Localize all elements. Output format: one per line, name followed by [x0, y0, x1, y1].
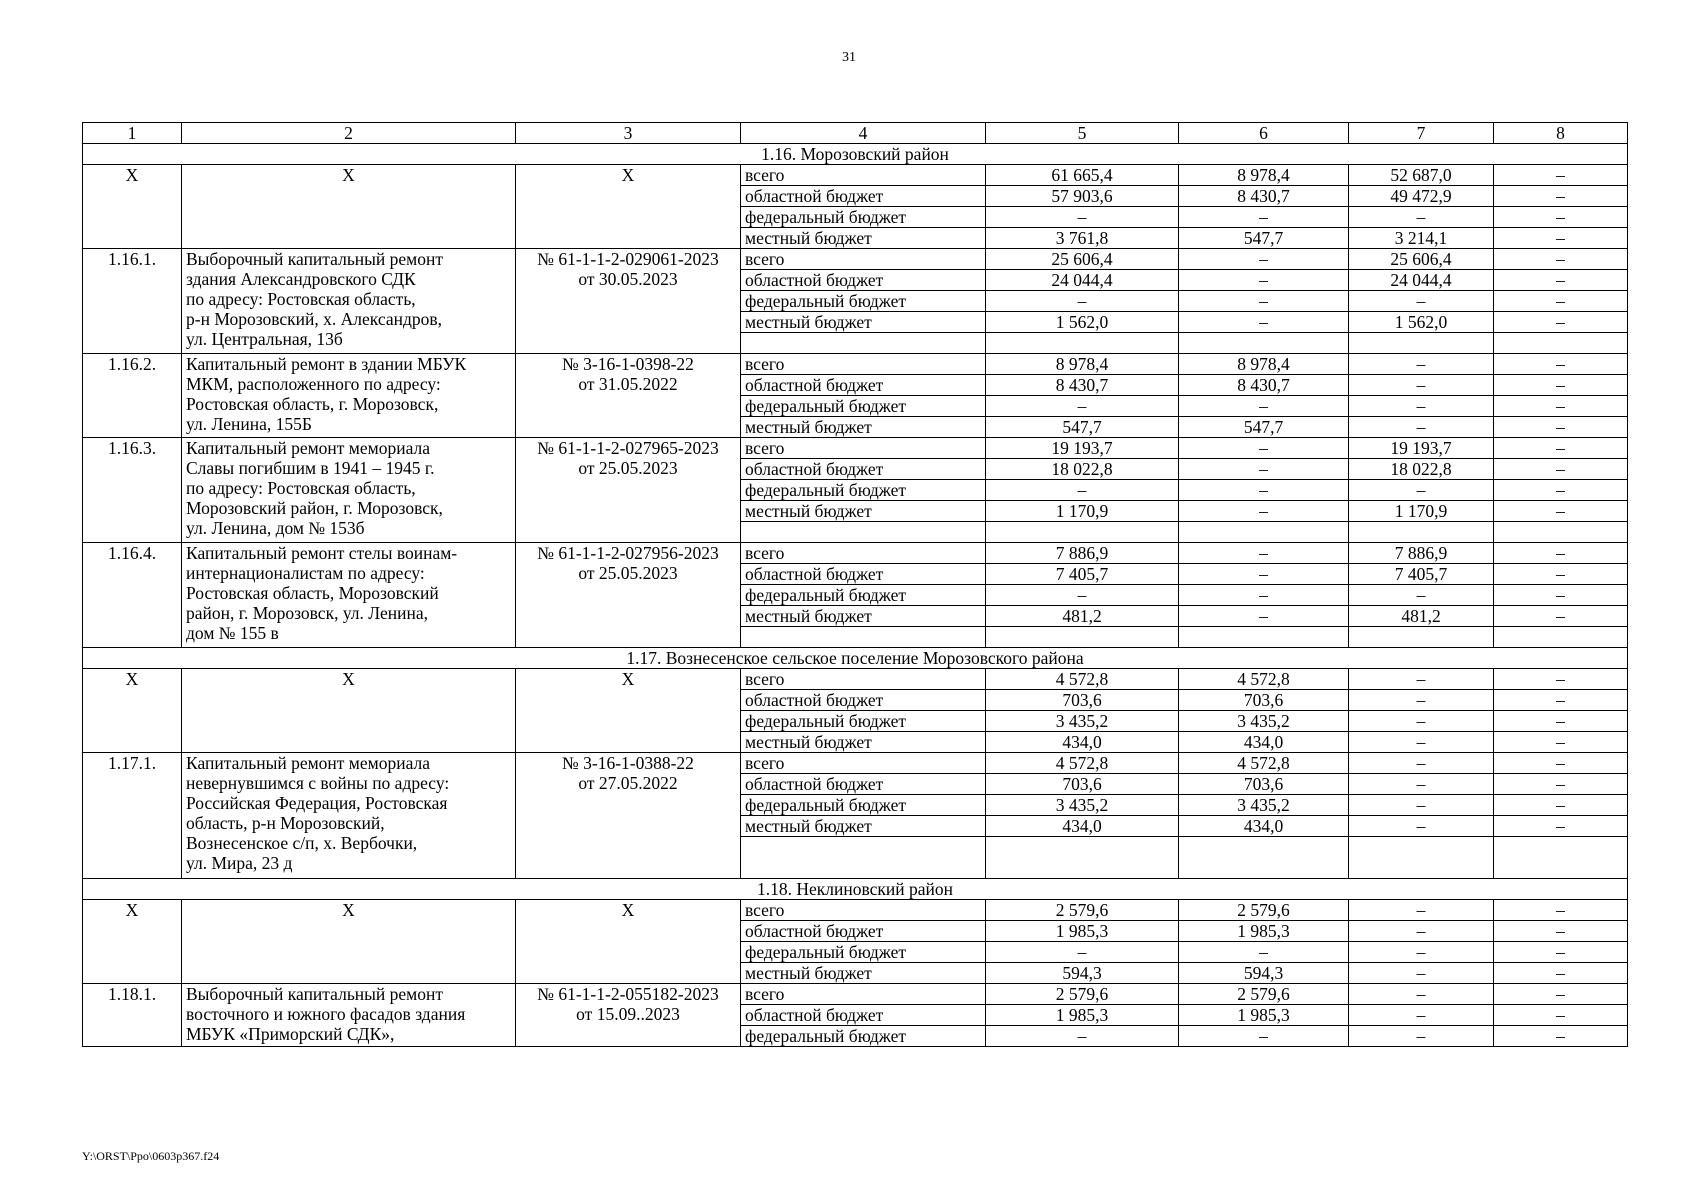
value-cell: 1 985,3 [1179, 1005, 1349, 1026]
line: от 27.05.2022 [578, 773, 678, 793]
budget-label: областной бюджет [741, 921, 986, 942]
item-row [83, 354, 1628, 375]
budget-label: федеральный бюджет [741, 1026, 986, 1047]
item-description [182, 354, 516, 438]
item-number: 1.16.2. [83, 354, 182, 438]
value-cell: – [1349, 396, 1494, 417]
value-cell: – [986, 942, 1179, 963]
value-cell: – [1494, 480, 1628, 501]
value-cell: 8 978,4 [1179, 354, 1349, 375]
value-cell: – [986, 480, 1179, 501]
budget-label: всего [741, 669, 986, 690]
value-cell: – [1494, 207, 1628, 228]
item-document [516, 984, 741, 1047]
empty-cell [986, 333, 1179, 354]
empty-cell [1494, 522, 1628, 543]
file-path: Y:\ORST\Ppo\0603p367.f24 [82, 1149, 220, 1163]
value-cell: 8 978,4 [1179, 165, 1349, 186]
value-cell: – [1179, 585, 1349, 606]
empty-cell [1349, 522, 1494, 543]
value-cell: – [1349, 417, 1494, 438]
value-cell: 52 687,0 [1349, 165, 1494, 186]
value-cell: 4 572,8 [1179, 753, 1349, 774]
item-document [516, 249, 741, 354]
line: Капитальный ремонт в здании МБУК [186, 354, 467, 374]
budget-label: областной бюджет [741, 375, 986, 396]
value-cell: 481,2 [986, 606, 1179, 627]
value-cell: – [1349, 375, 1494, 396]
budget-label: федеральный бюджет [741, 942, 986, 963]
item-number: 1.17.1. [83, 753, 182, 879]
empty-cell [1349, 333, 1494, 354]
budget-label: областной бюджет [741, 1005, 986, 1026]
budget-label: местный бюджет [741, 501, 986, 522]
value-cell: 547,7 [1179, 228, 1349, 249]
value-cell: – [1179, 564, 1349, 585]
header-cell: 2 [182, 123, 516, 144]
section-title-row [83, 648, 1628, 669]
value-cell: 7 886,9 [1349, 543, 1494, 564]
value-cell: – [986, 207, 1179, 228]
value-cell: – [1349, 795, 1494, 816]
value-cell: – [1349, 354, 1494, 375]
summary-x: Х [83, 165, 182, 249]
value-cell: – [1179, 1026, 1349, 1047]
line: № 61-1-1-2-029061-2023 [537, 249, 719, 269]
table-body [83, 123, 1628, 1047]
value-cell: 594,3 [1179, 963, 1349, 984]
budget-label: областной бюджет [741, 186, 986, 207]
value-cell: – [1349, 732, 1494, 753]
value-cell: 7 886,9 [986, 543, 1179, 564]
budget-label: местный бюджет [741, 228, 986, 249]
value-cell: – [986, 396, 1179, 417]
value-cell: 1 562,0 [1349, 312, 1494, 333]
budget-label: федеральный бюджет [741, 207, 986, 228]
value-cell: – [1179, 249, 1349, 270]
line: ул. Ленина, 155Б [186, 414, 312, 434]
item-description [182, 753, 516, 879]
value-cell: 4 572,8 [986, 753, 1179, 774]
value-cell: – [1494, 228, 1628, 249]
empty-cell [741, 333, 986, 354]
budget-label: федеральный бюджет [741, 480, 986, 501]
line: от 15.09..2023 [576, 1004, 680, 1024]
budget-label: местный бюджет [741, 816, 986, 837]
line: Капитальный ремонт мемориала [186, 753, 431, 773]
value-cell: 2 579,6 [1179, 900, 1349, 921]
value-cell: – [1494, 375, 1628, 396]
line: от 30.05.2023 [578, 269, 678, 289]
line: р-н Морозовский, х. Александров, [186, 309, 443, 329]
budget-label: всего [741, 438, 986, 459]
item-row [83, 984, 1628, 1005]
value-cell: – [1349, 942, 1494, 963]
budget-label: всего [741, 900, 986, 921]
header-row [83, 123, 1628, 144]
line: Капитальный ремонт мемориала [186, 438, 431, 458]
line: Х [621, 165, 635, 185]
section-title: 1.17. Вознесенское сельское поселение Морозовского района [83, 648, 1628, 669]
value-cell: 4 572,8 [986, 669, 1179, 690]
line: невернувшимся с войны по адресу: [186, 773, 450, 793]
summary-row [83, 165, 1628, 186]
empty-cell [1179, 627, 1349, 648]
value-cell: – [1179, 480, 1349, 501]
item-description [182, 984, 516, 1047]
value-cell: – [1494, 396, 1628, 417]
line: МБУК «Приморский СДК», [186, 1024, 395, 1044]
empty-cell [741, 522, 986, 543]
value-cell: 703,6 [986, 690, 1179, 711]
line: от 25.05.2023 [578, 458, 678, 478]
value-cell: – [1179, 396, 1349, 417]
line: Выборочный капитальный ремонт [186, 984, 444, 1004]
value-cell: 3 435,2 [986, 795, 1179, 816]
budget-label: всего [741, 249, 986, 270]
budget-label: местный бюджет [741, 312, 986, 333]
value-cell: – [1494, 753, 1628, 774]
value-cell: 57 903,6 [986, 186, 1179, 207]
budget-label: областной бюджет [741, 690, 986, 711]
budget-label: всего [741, 753, 986, 774]
value-cell: 1 985,3 [1179, 921, 1349, 942]
value-cell: – [1494, 459, 1628, 480]
item-row [83, 543, 1628, 564]
value-cell: – [1494, 942, 1628, 963]
value-cell: – [1494, 501, 1628, 522]
value-cell: 25 606,4 [1349, 249, 1494, 270]
summary-row [83, 669, 1628, 690]
value-cell: – [986, 291, 1179, 312]
budget-label: федеральный бюджет [741, 711, 986, 732]
value-cell: 24 044,4 [1349, 270, 1494, 291]
header-cell: 6 [1179, 123, 1349, 144]
value-cell: 1 170,9 [986, 501, 1179, 522]
header-cell: 5 [986, 123, 1179, 144]
item-row [83, 753, 1628, 774]
value-cell: 594,3 [986, 963, 1179, 984]
value-cell: – [1494, 1005, 1628, 1026]
value-cell: – [1494, 585, 1628, 606]
value-cell: – [1349, 291, 1494, 312]
value-cell: 7 405,7 [1349, 564, 1494, 585]
line: от 25.05.2023 [578, 563, 678, 583]
budget-label: местный бюджет [741, 606, 986, 627]
budget-label: всего [741, 984, 986, 1005]
empty-cell [986, 627, 1179, 648]
line: район, г. Морозовск, ул. Ленина, [186, 603, 429, 623]
line: № 3-16-1-0388-22 [562, 753, 694, 773]
line: Капитальный ремонт стелы воинам- [186, 543, 458, 563]
budget-label: всего [741, 354, 986, 375]
value-cell: 2 579,6 [986, 984, 1179, 1005]
value-cell: 1 985,3 [986, 1005, 1179, 1026]
value-cell: 3 435,2 [1179, 795, 1349, 816]
value-cell: – [1179, 606, 1349, 627]
budget-label: областной бюджет [741, 459, 986, 480]
line: № 61-1-1-2-027965-2023 [537, 438, 719, 458]
line: восточного и южного фасадов здания [186, 1004, 466, 1024]
page-number: 31 [842, 50, 856, 65]
item-row [83, 438, 1628, 459]
value-cell: – [1179, 438, 1349, 459]
item-description [182, 543, 516, 648]
value-cell: – [1349, 1026, 1494, 1047]
value-cell: – [1494, 186, 1628, 207]
value-cell: 8 430,7 [1179, 375, 1349, 396]
line: Х [342, 900, 355, 920]
value-cell: – [1349, 207, 1494, 228]
budget-label: федеральный бюджет [741, 396, 986, 417]
value-cell: 703,6 [1179, 690, 1349, 711]
value-cell: 2 579,6 [986, 900, 1179, 921]
value-cell: 8 978,4 [986, 354, 1179, 375]
item-document [516, 543, 741, 648]
budget-label: областной бюджет [741, 270, 986, 291]
value-cell: – [1494, 291, 1628, 312]
value-cell: – [1494, 921, 1628, 942]
empty-cell [741, 627, 986, 648]
value-cell: – [1179, 270, 1349, 291]
value-cell: – [1494, 543, 1628, 564]
value-cell: – [1494, 816, 1628, 837]
line: № 61-1-1-2-055182-2023 [537, 984, 719, 1004]
value-cell: – [1494, 417, 1628, 438]
value-cell: – [1494, 165, 1628, 186]
value-cell: – [1494, 900, 1628, 921]
line: № 3-16-1-0398-22 [562, 354, 694, 374]
value-cell: 1 985,3 [986, 921, 1179, 942]
header-cell: 1 [83, 123, 182, 144]
summary-x [182, 900, 516, 984]
value-cell: 8 430,7 [1179, 186, 1349, 207]
value-cell: – [1179, 459, 1349, 480]
item-number: 1.16.1. [83, 249, 182, 354]
budget-label: местный бюджет [741, 417, 986, 438]
value-cell: – [1179, 501, 1349, 522]
value-cell: – [986, 585, 1179, 606]
value-cell: 19 193,7 [986, 438, 1179, 459]
value-cell: 434,0 [986, 816, 1179, 837]
summary-x [516, 900, 741, 984]
line: Российская Федерация, Ростовская [186, 793, 448, 813]
item-document [516, 753, 741, 879]
item-description [182, 249, 516, 354]
empty-cell [1349, 837, 1494, 879]
value-cell: – [1349, 774, 1494, 795]
value-cell: – [986, 1026, 1179, 1047]
value-cell: – [1494, 354, 1628, 375]
value-cell: 49 472,9 [1349, 186, 1494, 207]
item-description [182, 438, 516, 543]
value-cell: – [1349, 480, 1494, 501]
value-cell: – [1179, 312, 1349, 333]
budget-label: федеральный бюджет [741, 291, 986, 312]
item-number: 1.18.1. [83, 984, 182, 1047]
line: ул. Центральная, 13б [186, 329, 343, 349]
value-cell: 703,6 [986, 774, 1179, 795]
line: Х [342, 165, 355, 185]
value-cell: 3 761,8 [986, 228, 1179, 249]
value-cell: – [1179, 942, 1349, 963]
value-cell: 25 606,4 [986, 249, 1179, 270]
header-cell: 4 [741, 123, 986, 144]
value-cell: – [1494, 249, 1628, 270]
line: здания Александровского СДК [186, 269, 416, 289]
value-cell: 434,0 [1179, 816, 1349, 837]
value-cell: – [1349, 711, 1494, 732]
value-cell: – [1494, 1026, 1628, 1047]
line: от 31.05.2022 [578, 374, 678, 394]
value-cell: 703,6 [1179, 774, 1349, 795]
empty-cell [1494, 837, 1628, 879]
value-cell: – [1349, 585, 1494, 606]
line: Выборочный капитальный ремонт [186, 249, 444, 269]
value-cell: 434,0 [986, 732, 1179, 753]
empty-cell [1179, 522, 1349, 543]
header-cell: 7 [1349, 123, 1494, 144]
empty-cell [1494, 627, 1628, 648]
value-cell: – [1494, 438, 1628, 459]
item-number: 1.16.4. [83, 543, 182, 648]
value-cell: 8 430,7 [986, 375, 1179, 396]
line: Ростовская область, Морозовский [186, 583, 439, 603]
budget-label: федеральный бюджет [741, 795, 986, 816]
summary-x [516, 165, 741, 249]
section-title: 1.18. Неклиновский район [83, 879, 1628, 900]
line: МКМ, расположенного по адресу: [186, 374, 441, 394]
value-cell: – [1494, 795, 1628, 816]
value-cell: – [1494, 690, 1628, 711]
line: интернационалистам по адресу: [186, 563, 425, 583]
value-cell: 4 572,8 [1179, 669, 1349, 690]
empty-cell [1494, 333, 1628, 354]
budget-label: федеральный бюджет [741, 585, 986, 606]
value-cell: – [1349, 900, 1494, 921]
line: Х [621, 900, 635, 920]
value-cell: 481,2 [1349, 606, 1494, 627]
line: Ростовская область, г. Морозовск, [186, 394, 439, 414]
value-cell: 1 170,9 [1349, 501, 1494, 522]
value-cell: – [1494, 669, 1628, 690]
empty-cell [986, 522, 1179, 543]
budget-table [82, 122, 1628, 1047]
section-title-row [83, 144, 1628, 165]
value-cell: – [1349, 669, 1494, 690]
summary-x: Х [83, 900, 182, 984]
value-cell: – [1494, 564, 1628, 585]
line: Морозовский район, г. Морозовск, [186, 498, 443, 518]
budget-label: всего [741, 543, 986, 564]
value-cell: – [1179, 207, 1349, 228]
value-cell: – [1494, 732, 1628, 753]
value-cell: 1 562,0 [986, 312, 1179, 333]
value-cell: – [1179, 543, 1349, 564]
value-cell: 434,0 [1179, 732, 1349, 753]
item-row [83, 249, 1628, 270]
line: Славы погибшим в 1941 – 1945 г. [186, 458, 435, 478]
empty-cell [1179, 333, 1349, 354]
value-cell: 3 435,2 [1179, 711, 1349, 732]
item-document [516, 354, 741, 438]
header-cell: 3 [516, 123, 741, 144]
value-cell: 547,7 [986, 417, 1179, 438]
header-cell: 8 [1494, 123, 1628, 144]
value-cell: – [1349, 963, 1494, 984]
value-cell: 61 665,4 [986, 165, 1179, 186]
value-cell: – [1494, 963, 1628, 984]
value-cell: – [1179, 291, 1349, 312]
item-number: 1.16.3. [83, 438, 182, 543]
value-cell: – [1494, 312, 1628, 333]
value-cell: 19 193,7 [1349, 438, 1494, 459]
section-title: 1.16. Морозовский район [83, 144, 1628, 165]
line: ул. Ленина, дом № 153б [186, 518, 365, 538]
value-cell: 3 214,1 [1349, 228, 1494, 249]
value-cell: 18 022,8 [986, 459, 1179, 480]
value-cell: – [1349, 753, 1494, 774]
section-title-row [83, 879, 1628, 900]
value-cell: – [1494, 606, 1628, 627]
summary-x [182, 669, 516, 753]
budget-label: всего [741, 165, 986, 186]
line: № 61-1-1-2-027956-2023 [537, 543, 719, 563]
value-cell: – [1494, 774, 1628, 795]
budget-label: местный бюджет [741, 732, 986, 753]
value-cell: – [1349, 816, 1494, 837]
summary-x [182, 165, 516, 249]
value-cell: 24 044,4 [986, 270, 1179, 291]
line: по адресу: Ростовская область, [186, 478, 416, 498]
line: дом № 155 в [186, 623, 279, 643]
line: по адресу: Ростовская область, [186, 289, 416, 309]
item-document [516, 438, 741, 543]
budget-label: местный бюджет [741, 963, 986, 984]
value-cell: – [1494, 984, 1628, 1005]
summary-x [516, 669, 741, 753]
value-cell: 2 579,6 [1179, 984, 1349, 1005]
empty-cell [986, 837, 1179, 879]
budget-label: областной бюджет [741, 564, 986, 585]
line: Вознесенское с/п, х. Вербочки, [186, 833, 418, 853]
value-cell: 18 022,8 [1349, 459, 1494, 480]
line: Х [342, 669, 355, 689]
value-cell: – [1494, 711, 1628, 732]
value-cell: 547,7 [1179, 417, 1349, 438]
value-cell: – [1494, 270, 1628, 291]
summary-x: Х [83, 669, 182, 753]
empty-cell [1179, 837, 1349, 879]
line: Х [621, 669, 635, 689]
value-cell: – [1349, 690, 1494, 711]
value-cell: – [1349, 1005, 1494, 1026]
line: ул. Мира, 23 д [186, 853, 293, 873]
value-cell: – [1349, 921, 1494, 942]
value-cell: 7 405,7 [986, 564, 1179, 585]
empty-cell [741, 837, 986, 879]
budget-label: областной бюджет [741, 774, 986, 795]
value-cell: – [1349, 984, 1494, 1005]
line: область, р-н Морозовский, [186, 813, 385, 833]
value-cell: 3 435,2 [986, 711, 1179, 732]
empty-cell [1349, 627, 1494, 648]
summary-row [83, 900, 1628, 921]
